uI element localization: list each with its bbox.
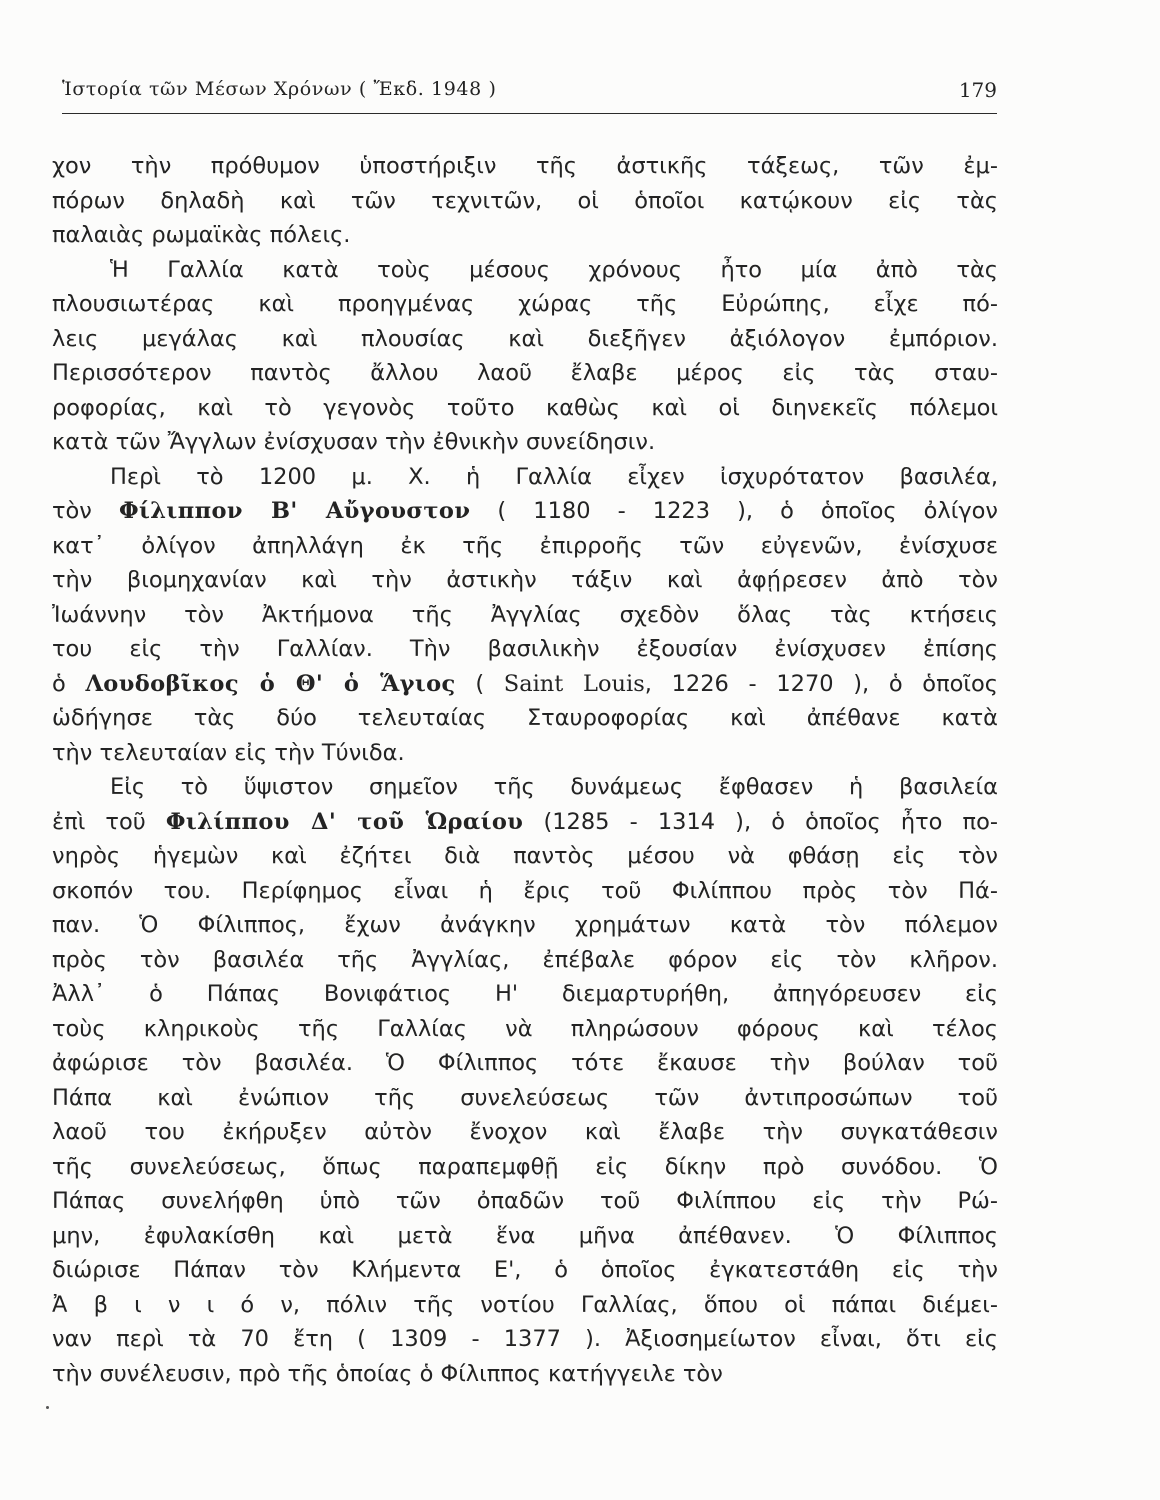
text-line [52, 806, 998, 838]
text-line [52, 909, 998, 941]
text-line [52, 357, 998, 389]
text-line [52, 150, 998, 182]
text-line [52, 1082, 998, 1114]
text-segment: Saint Louis [503, 670, 645, 697]
bold-name: Φίλιππον Β' Αὔγουστον [118, 498, 471, 524]
text-segment: Περισσότερον παντὸς ἄλλου λαοῦ ἔλαβε μέρος εἰς τὰς σταυ- [52, 360, 998, 386]
text-segment: λαοῦ του ἐκήρυξεν αὐτὸν ἔνοχον καὶ ἔλαβε τὴν συγκατάθεσιν [52, 1119, 998, 1145]
text-segment: σκοπόν του. Περίφημος εἶναι ἡ ἔρις τοῦ Φιλίππου πρὸς τὸν Πά- [52, 877, 998, 904]
text-line [52, 530, 998, 562]
text-segment: ὁ [52, 670, 86, 697]
text-segment: παλαιὰς ρωμαϊκὰς πόλεις. [52, 222, 351, 248]
text-line [110, 771, 998, 803]
text-segment: μην, ἐφυλακίσθη καὶ μετὰ ἕνα μῆνα ἀπέθανεν. Ὁ Φίλιππος [52, 1222, 998, 1249]
text-segment: ναν περὶ τὰ 70 ἔτη ( 1309 - 1377 ). Ἀξιοσημείωτον εἶναι, ὅτι εἰς [52, 1326, 998, 1352]
text-line [52, 1185, 998, 1217]
text-line [52, 392, 998, 424]
text-segment: (1285 - 1314 ), ὁ ὁποῖος ἦτο πο- [523, 808, 998, 835]
text-line [52, 702, 998, 734]
text-line [52, 1323, 998, 1355]
text-line [52, 875, 998, 907]
text-line [52, 1289, 998, 1321]
text-segment: ἐπὶ τοῦ [52, 808, 166, 835]
text-line [52, 1047, 998, 1079]
text-segment: τὴν τελευταίαν εἰς τὴν Τύνιδα. [52, 739, 405, 766]
text-line [52, 978, 998, 1010]
text-line [52, 944, 998, 976]
page-number: 179 [958, 78, 997, 102]
text-segment: τὴν συνέλευσιν, πρὸ τῆς ὁποίας ὁ Φίλιππος κατήγγειλε τὸν [52, 1360, 723, 1387]
text-segment: διώρισε Πάπαν τὸν Κλήμεντα Ε', ὁ ὁποῖος ἐγκατεστάθη εἰς τὴν [52, 1257, 998, 1283]
text-segment: Πάπας συνελήφθη ὑπὸ τῶν ὀπαδῶν τοῦ Φιλίππου εἰς τὴν Ρώ- [52, 1188, 998, 1214]
text-segment: ροφορίας, καὶ τὸ γεγονὸς τοῦτο καθὼς καὶ οἱ διηνεκεῖς πόλεμοι [52, 394, 998, 421]
text-segment: ( [455, 670, 504, 697]
text-line [52, 288, 998, 320]
text-line [52, 495, 998, 527]
text-segment: του εἰς τὴν Γαλλίαν. Τὴν βασιλικὴν ἐξουσίαν ἐνίσχυσεν ἐπίσης [52, 636, 998, 662]
text-segment: τῆς συνελεύσεως, ὅπως παραπεμφθῇ εἰς δίκην πρὸ συνόδου. Ὁ [52, 1153, 998, 1180]
text-segment: Εἰς τὸ ὕψιστον σημεῖον τῆς δυνάμεως ἔφθασεν ἡ βασιλεία [110, 774, 998, 800]
text-line [52, 840, 998, 872]
text-segment: πλουσιωτέρας καὶ προηγμένας χώρας τῆς Εὐρώπης, εἶχε πό- [52, 291, 998, 317]
header-rule [62, 113, 997, 114]
text-line [52, 1013, 998, 1045]
running-header-title: Ἱστορία τῶν Μέσων Χρόνων ( Ἔκδ. 1948 ) [62, 78, 497, 100]
text-line [52, 426, 998, 458]
text-segment: παν. Ὁ Φίλιππος, ἔχων ἀνάγκην χρημάτων κατὰ τὸν πόλεμον [52, 912, 998, 938]
text-segment: ὡδήγησε τὰς δύο τελευταίας Σταυροφορίας καὶ ἀπέθανε κατὰ [52, 705, 998, 731]
text-line [52, 633, 998, 665]
scan-speck [46, 1406, 49, 1409]
text-segment: κατὰ τῶν Ἄγγλων ἐνίσχυσαν τὴν ἐθνικὴν συνείδησιν. [52, 429, 656, 455]
text-segment: πόρων δηλαδὴ καὶ τῶν τεχνιτῶν, οἱ ὁποῖοι κατῴκουν εἰς τὰς [52, 187, 998, 214]
text-segment: Ἡ Γαλλία κατὰ τοὺς μέσους χρόνους ἦτο μία ἀπὸ τὰς [110, 256, 998, 283]
text-segment: Πάπα καὶ ἐνώπιον τῆς συνελεύσεως τῶν ἀντιπροσώπων τοῦ [52, 1084, 998, 1111]
text-line [52, 737, 998, 769]
text-line [52, 1358, 998, 1390]
text-segment: κατ᾽ ὀλίγον ἀπηλλάγη ἐκ τῆς ἐπιρροῆς τῶν εὐγενῶν, ἐνίσχυσε [52, 532, 998, 559]
text-segment: τοὺς κληρικοὺς τῆς Γαλλίας νὰ πληρώσουν φόρους καὶ τέλος [52, 1015, 998, 1042]
text-line [110, 461, 998, 493]
text-line [110, 254, 998, 286]
text-segment: νηρὸς ἡγεμὼν καὶ ἐζήτει διὰ παντὸς μέσου νὰ φθάσῃ εἰς τὸν [52, 843, 998, 869]
text-line [52, 1116, 998, 1148]
text-segment: τὴν βιομηχανίαν καὶ τὴν ἀστικὴν τάξιν καὶ ἀφῄρεσεν ἀπὸ τὸν [52, 567, 998, 593]
text-line [52, 1254, 998, 1286]
text-line [52, 185, 998, 217]
text-line [52, 668, 998, 700]
text-segment: πρὸς τὸν βασιλέα τῆς Ἀγγλίας, ἐπέβαλε φόρον εἰς τὸν κλῆρον. [52, 946, 998, 973]
text-segment: ( 1180 - 1223 ), ὁ ὁποῖος ὀλίγον [470, 498, 998, 524]
text-segment: , 1226 - 1270 ), ὁ ὁποῖος [644, 670, 998, 697]
text-line [52, 1151, 998, 1183]
bold-name: Φιλίππου Δ' τοῦ Ὡραίου [165, 808, 524, 835]
text-line [52, 1220, 998, 1252]
text-segment: Περὶ τὸ 1200 μ. Χ. ἡ Γαλλία εἶχεν ἰσχυρότατον βασιλέα, [110, 463, 998, 490]
text-segment: Ἀλλ᾽ ὁ Πάπας Βονιφάτιος Η' διεμαρτυρήθη, ἀπηγόρευσεν εἰς [52, 981, 998, 1007]
text-segment: Ἀ β ι ν ι ό ν, πόλιν τῆς νοτίου Γαλλίας, ὅπου οἱ πάπαι διέμει- [52, 1291, 998, 1318]
text-line [52, 599, 998, 631]
text-segment: ἀφώρισε τὸν βασιλέα. Ὁ Φίλιππος τότε ἔκαυσε τὴν βούλαν τοῦ [52, 1050, 998, 1076]
running-header [62, 78, 997, 108]
text-segment: Ἰωάννην τὸν Ἀκτήμονα τῆς Ἀγγλίας σχεδὸν ὅλας τὰς κτήσεις [52, 601, 998, 628]
text-segment: τὸν [52, 498, 119, 524]
text-line [52, 564, 998, 596]
text-segment: λεις μεγάλας καὶ πλουσίας καὶ διεξῆγεν ἀξιόλογον ἐμπόριον. [52, 325, 998, 352]
text-line [52, 219, 998, 251]
text-segment: χον τὴν πρόθυμον ὑποστήριξιν τῆς ἀστικῆς τάξεως, τῶν ἐμ- [52, 153, 998, 179]
bold-name: Λουδοβῖκος ὁ Θ' ὁ Ἅγιος [85, 670, 456, 697]
text-line [52, 323, 998, 355]
